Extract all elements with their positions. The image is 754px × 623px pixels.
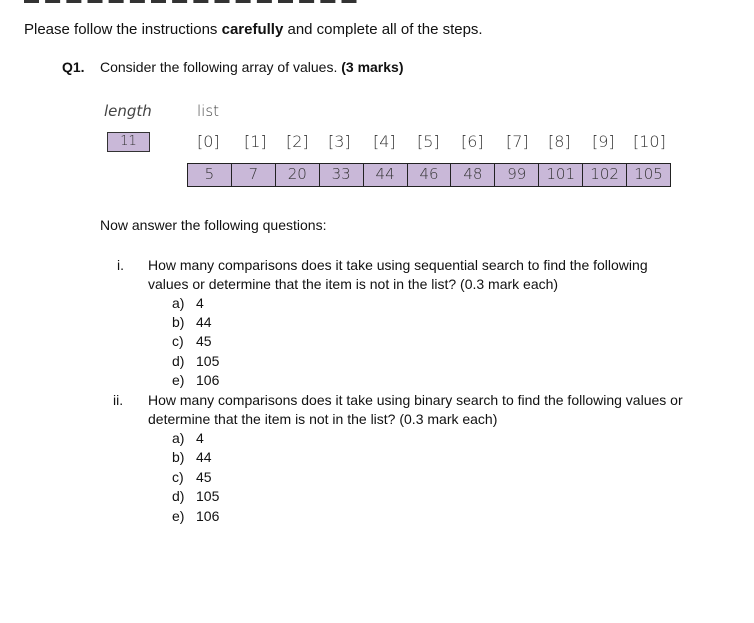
length-value-box: 11 bbox=[107, 132, 150, 152]
part-ii-item-a bbox=[172, 430, 204, 446]
item-value: 106 bbox=[196, 372, 220, 388]
array-cell: 33 bbox=[320, 164, 364, 186]
item-value: 4 bbox=[196, 295, 204, 311]
item-letter: d) bbox=[172, 353, 185, 369]
array-index: [9] bbox=[592, 132, 615, 151]
part-i-line-2: values or determine that the item is not in the list? (0.3 mark each) bbox=[148, 276, 559, 292]
array-index: [2] bbox=[286, 132, 309, 151]
array-index: [3] bbox=[328, 132, 351, 151]
array-index: [6] bbox=[461, 132, 484, 151]
question-number: Q1. bbox=[62, 59, 85, 75]
array-cell: 99 bbox=[495, 164, 539, 186]
array-cell: 20 bbox=[276, 164, 320, 186]
part-ii-item-b bbox=[172, 449, 212, 465]
intro-instruction bbox=[24, 21, 483, 38]
part-ii-question bbox=[148, 391, 683, 429]
item-value: 44 bbox=[196, 449, 212, 465]
array-cell: 102 bbox=[583, 164, 627, 186]
array-index: [1] bbox=[244, 132, 267, 151]
cut-off-header-text bbox=[24, 0, 404, 3]
item-value: 105 bbox=[196, 488, 220, 504]
item-letter: e) bbox=[172, 372, 185, 388]
part-ii-line-2: determine that the item is not in the list? (0.3 mark each) bbox=[148, 411, 498, 427]
array-cell: 48 bbox=[451, 164, 495, 186]
item-letter: e) bbox=[172, 508, 185, 524]
intro-bold: carefully bbox=[221, 21, 284, 38]
part-ii-item-e bbox=[172, 508, 219, 524]
item-letter: b) bbox=[172, 449, 185, 465]
part-i-numeral: i. bbox=[117, 257, 124, 273]
array-cell: 5 bbox=[188, 164, 232, 186]
list-label: list bbox=[197, 102, 220, 120]
item-value: 4 bbox=[196, 430, 204, 446]
part-i-item-c bbox=[172, 333, 212, 349]
array-index: [10] bbox=[633, 132, 666, 151]
item-letter: c) bbox=[172, 333, 184, 349]
length-label: length bbox=[104, 102, 152, 120]
item-letter: a) bbox=[172, 295, 185, 311]
now-answer-text: Now answer the following questions: bbox=[100, 217, 327, 233]
item-value: 45 bbox=[196, 469, 212, 485]
part-i-item-d bbox=[172, 353, 219, 369]
part-i-item-e bbox=[172, 372, 219, 388]
part-i-item-b bbox=[172, 314, 212, 330]
part-ii-numeral: ii. bbox=[113, 392, 124, 408]
question-marks: (3 marks) bbox=[341, 59, 404, 75]
part-ii-item-c bbox=[172, 469, 212, 485]
array-index: [7] bbox=[506, 132, 529, 151]
part-ii-item-d bbox=[172, 488, 219, 504]
item-letter: a) bbox=[172, 430, 185, 446]
item-value: 45 bbox=[196, 333, 212, 349]
part-i-item-a bbox=[172, 295, 204, 311]
intro-text-before: Please follow the instructions bbox=[24, 21, 222, 38]
array-cell: 7 bbox=[232, 164, 276, 186]
item-letter: c) bbox=[172, 469, 184, 485]
part-i-question bbox=[148, 256, 648, 294]
array-index: [0] bbox=[197, 132, 220, 151]
array-index: [8] bbox=[548, 132, 571, 151]
array-index: [4] bbox=[373, 132, 396, 151]
item-value: 106 bbox=[196, 508, 220, 524]
array-index: [5] bbox=[417, 132, 440, 151]
question-1 bbox=[62, 59, 404, 75]
question-text: Consider the following array of values. bbox=[100, 59, 342, 75]
array-cells bbox=[187, 163, 671, 187]
array-cell: 101 bbox=[539, 164, 583, 186]
item-value: 105 bbox=[196, 353, 220, 369]
intro-text-after: and complete all of the steps. bbox=[283, 21, 483, 38]
item-letter: b) bbox=[172, 314, 185, 330]
array-cell: 105 bbox=[634, 165, 663, 183]
array-cell: 44 bbox=[364, 164, 408, 186]
part-i-line-1: How many comparisons does it take using sequential search to find the following bbox=[148, 257, 648, 273]
item-value: 44 bbox=[196, 314, 212, 330]
array-cell: 46 bbox=[408, 164, 452, 186]
item-letter: d) bbox=[172, 488, 185, 504]
part-ii-line-1: How many comparisons does it take using binary search to find the following values or bbox=[148, 392, 683, 408]
